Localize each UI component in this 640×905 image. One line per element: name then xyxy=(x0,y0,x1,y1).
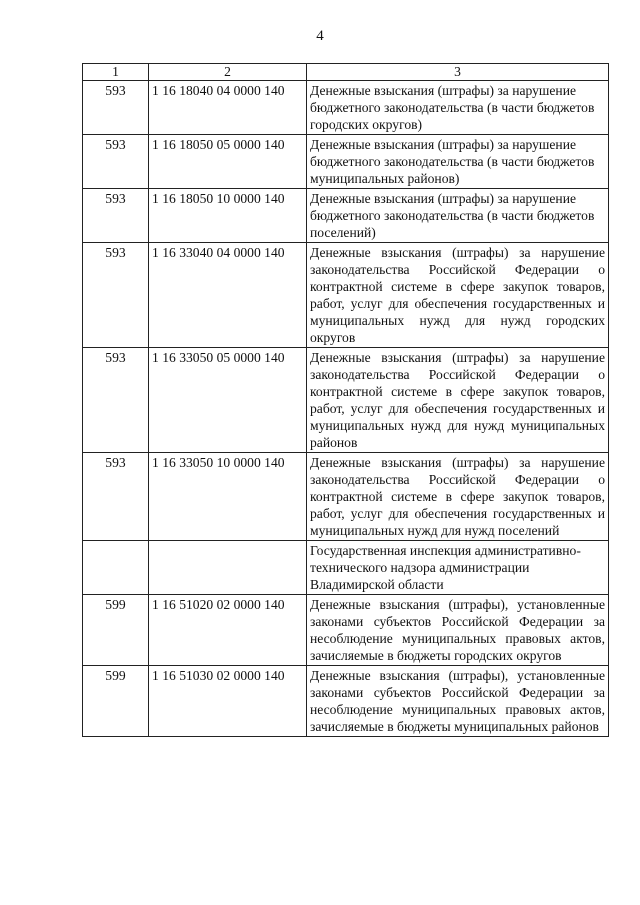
revenue-code-cell: 1 16 51030 02 0000 140 xyxy=(149,666,307,737)
revenue-code-cell: 1 16 18040 04 0000 140 xyxy=(149,81,307,135)
admin-code-cell: 593 xyxy=(83,81,149,135)
revenue-code-cell: 1 16 18050 05 0000 140 xyxy=(149,135,307,189)
revenue-code-cell: 1 16 51020 02 0000 140 xyxy=(149,595,307,666)
table-row xyxy=(83,189,609,243)
revenue-name-cell: Денежные взыскания (штрафы) за нарушение законодательства Российской Федерации о контрактной системе в сфере закупок товаров, работ, услуг для обеспечения государственных и муниципальных нужд для нужд поселений xyxy=(307,453,609,541)
revenue-codes-table xyxy=(82,63,609,737)
table-row xyxy=(83,348,609,453)
revenue-code-cell: 1 16 18050 10 0000 140 xyxy=(149,189,307,243)
admin-code-cell: 599 xyxy=(83,595,149,666)
revenue-name-cell: Денежные взыскания (штрафы) за нарушение законодательства Российской Федерации о контрактной системе в сфере закупок товаров, работ, услуг для обеспечения государственных и муниципальных нужд для нужд муниципальных районов xyxy=(307,348,609,453)
revenue-name-cell: Денежные взыскания (штрафы) за нарушение бюджетного законодательства (в части бюджетов муниципальных районов) xyxy=(307,135,609,189)
admin-code-cell: 593 xyxy=(83,135,149,189)
revenue-code-cell: 1 16 33050 05 0000 140 xyxy=(149,348,307,453)
revenue-name-cell: Денежные взыскания (штрафы) за нарушение бюджетного законодательства (в части бюджетов городских округов) xyxy=(307,81,609,135)
column-header-3: 3 xyxy=(307,64,609,81)
admin-code-cell: 593 xyxy=(83,453,149,541)
table-row xyxy=(83,135,609,189)
revenue-name-cell: Денежные взыскания (штрафы) за нарушение бюджетного законодательства (в части бюджетов поселений) xyxy=(307,189,609,243)
table-row xyxy=(83,595,609,666)
revenue-code-cell xyxy=(149,541,307,595)
admin-code-cell xyxy=(83,541,149,595)
table-row xyxy=(83,81,609,135)
table-row xyxy=(83,666,609,737)
admin-code-cell: 593 xyxy=(83,243,149,348)
admin-code-cell: 593 xyxy=(83,348,149,453)
table-row xyxy=(83,453,609,541)
revenue-name-cell: Денежные взыскания (штрафы), установленные законами субъектов Российской Федерации за несоблюдение муниципальных правовых актов, зачисляемые в бюджеты муниципальных районов xyxy=(307,666,609,737)
admin-code-cell: 599 xyxy=(83,666,149,737)
revenue-code-cell: 1 16 33040 04 0000 140 xyxy=(149,243,307,348)
page-number: 4 xyxy=(316,28,324,44)
administrator-heading: Государственная инспекция административно-технического надзора администрации Владимирской области xyxy=(307,541,609,595)
admin-code-cell: 593 xyxy=(83,189,149,243)
table-row xyxy=(83,243,609,348)
column-header-1: 1 xyxy=(83,64,149,81)
revenue-name-cell: Денежные взыскания (штрафы) за нарушение законодательства Российской Федерации о контрактной системе в сфере закупок товаров, работ, услуг для обеспечения государственных и муниципальных нужд для нужд городских округов xyxy=(307,243,609,348)
revenue-name-cell: Денежные взыскания (штрафы), установленные законами субъектов Российской Федерации за несоблюдение муниципальных правовых актов, зачисляемые в бюджеты городских округов xyxy=(307,595,609,666)
table-header-row xyxy=(83,64,609,81)
column-header-2: 2 xyxy=(149,64,307,81)
revenue-code-cell: 1 16 33050 10 0000 140 xyxy=(149,453,307,541)
section-heading-row xyxy=(83,541,609,595)
